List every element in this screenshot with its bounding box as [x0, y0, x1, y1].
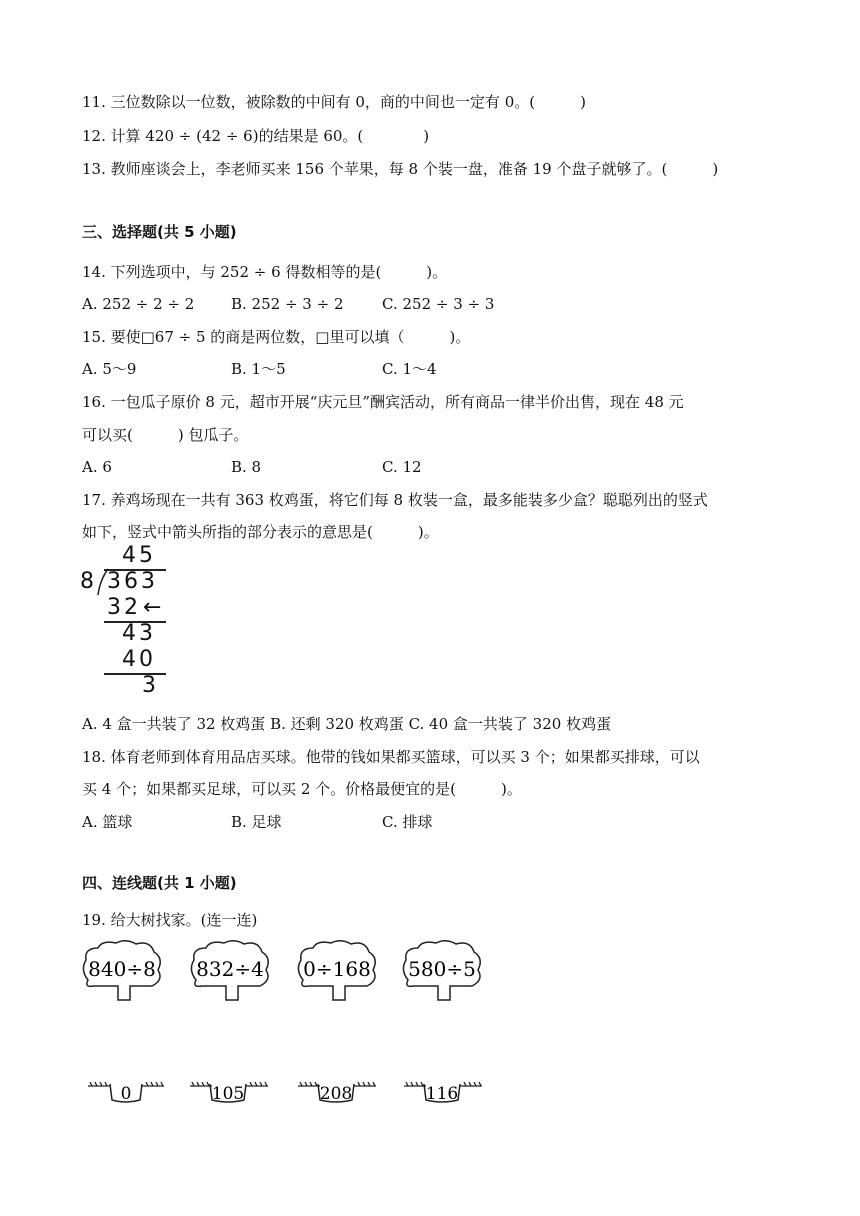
section-4-heading: 四、连线题(共 1 小题) [82, 874, 237, 892]
division-dividend: 363 [107, 569, 158, 594]
question-16-line1: 16. 一包瓜子原价 8 元，超市开展“庆元旦”酬宾活动，所有商品一律半价出售，现在 48 元 [82, 393, 684, 411]
house-3 [298, 1082, 376, 1104]
division-divisor: 8 [80, 569, 97, 594]
tree-1-label: 840÷8 [88, 957, 156, 981]
q18-option-b: B. 足球 [231, 813, 282, 831]
question-13: 13. 教师座谈会上，李老师买来 156 个苹果，每 8 个装一盘，准备 19 个盘子就够了。( ) [82, 160, 719, 178]
question-17-line1: 17. 养鸡场现在一共有 363 枚鸡蛋，将它们每 8 枚装一盒，最多能装多少盒？聪聪列出的竖式 [82, 491, 708, 509]
q16-option-a: A. 6 [82, 458, 112, 476]
question-14: 14. 下列选项中，与 252 ÷ 6 得数相等的是( )。 [82, 263, 448, 281]
house-1 [88, 1082, 164, 1104]
tree-1 [83, 941, 160, 1000]
q15-option-a: A. 5～9 [82, 360, 137, 378]
tree-3-label: 0÷168 [303, 957, 371, 981]
house-4 [404, 1082, 482, 1104]
question-18-line2: 买 4 个；如果都买足球，可以买 2 个。价格最便宜的是( )。 [82, 780, 522, 798]
division-quotient: 45 [122, 543, 156, 568]
q16-option-b: B. 8 [231, 458, 262, 476]
house-2-label: 105 [211, 1084, 245, 1104]
question-18-line1: 18. 体育老师到体育用品店买球。他带的钱如果都买篮球，可以买 3 个；如果都买排球，可以 [82, 748, 700, 766]
house-row [0, 1078, 520, 1112]
question-15: 15. 要使□67 ÷ 5 的商是两位数，□里可以填（ )。 [82, 328, 471, 346]
division-step1: 32 [107, 595, 141, 620]
tree-2-label: 832÷4 [196, 957, 264, 981]
q15-option-c: C. 1～4 [382, 360, 437, 378]
q17-options: A. 4 盒一共装了 32 枚鸡蛋 B. 还剩 320 枚鸡蛋 C. 40 盒一共装了 320 枚鸡蛋 [82, 715, 612, 733]
house-4-label: 116 [425, 1084, 459, 1104]
division-step3: 40 [122, 647, 156, 672]
tree-row [0, 938, 520, 1008]
q18-option-a: A. 篮球 [82, 813, 133, 831]
division-arrow: ← [143, 595, 165, 620]
division-remainder: 3 [142, 673, 159, 698]
q15-option-b: B. 1～5 [231, 360, 286, 378]
house-1-label: 0 [120, 1084, 132, 1104]
q14-option-c: C. 252 ÷ 3 ÷ 3 [382, 295, 495, 313]
house-2 [190, 1082, 268, 1104]
section-3-heading: 三、选择题(共 5 小题) [82, 223, 237, 241]
tree-4 [403, 941, 480, 1000]
tree-3 [298, 941, 375, 1000]
tree-4-label: 580÷5 [408, 957, 476, 981]
question-17-line2: 如下，竖式中箭头所指的部分表示的意思是( )。 [82, 523, 439, 541]
q18-option-c: C. 排球 [382, 813, 433, 831]
question-11: 11. 三位数除以一位数，被除数的中间有 0，商的中间也一定有 0。( ) [82, 93, 586, 111]
q16-option-c: C. 12 [382, 458, 422, 476]
tree-2 [191, 941, 268, 1000]
question-16-line2: 可以买( ) 包瓜子。 [82, 426, 249, 444]
question-12: 12. 计算 420 ÷ (42 ÷ 6)的结果是 60。( ) [82, 127, 430, 145]
division-step2: 43 [122, 621, 156, 646]
question-19: 19. 给大树找家。(连一连) [82, 911, 258, 929]
q14-option-a: A. 252 ÷ 2 ÷ 2 [82, 295, 195, 313]
house-3-label: 208 [319, 1084, 353, 1104]
q14-option-b: B. 252 ÷ 3 ÷ 2 [231, 295, 344, 313]
